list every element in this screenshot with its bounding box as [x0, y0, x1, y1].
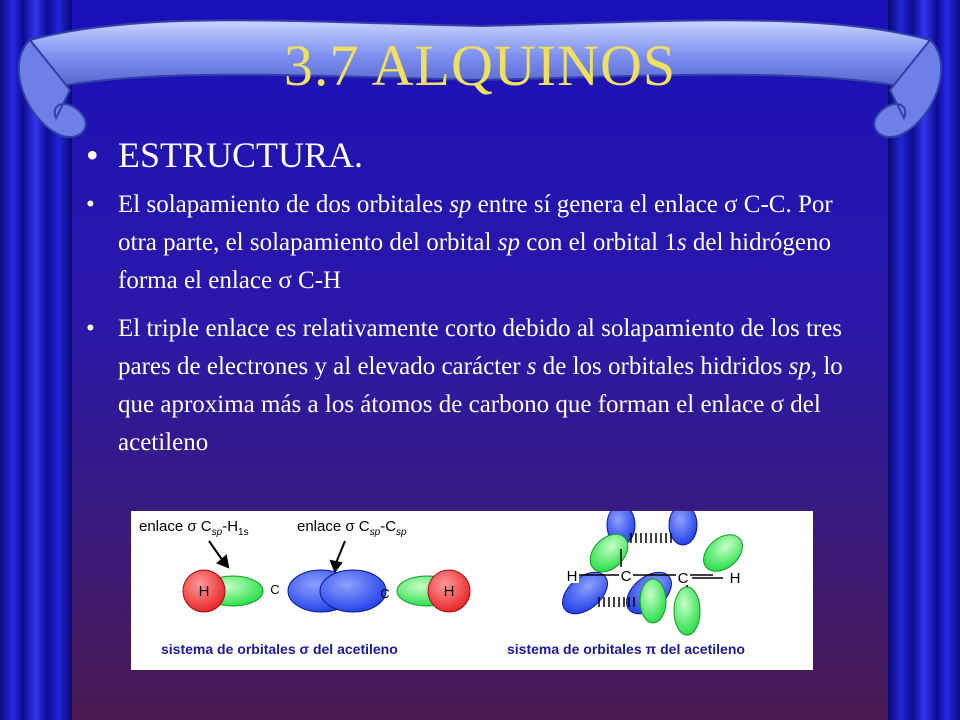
bullet-estructura [84, 134, 864, 176]
bullet-triple-enlace [84, 310, 864, 462]
arrow-icon [331, 541, 345, 571]
atom-h-right: H [443, 583, 455, 600]
atom-c-right: C [380, 586, 390, 601]
bullet3-text-3: , lo que aproxima más a los átomos de carbono que forman el enlace σ del acetileno [118, 353, 843, 456]
pi-atom-h-right: H [729, 570, 741, 587]
bullet2-text-4: del hidrógeno forma el enlace σ C-H [118, 229, 832, 294]
arrow-icon [209, 541, 228, 567]
bullet-solapamiento [84, 186, 864, 300]
bullet3-italic-1: s [526, 353, 537, 380]
pi-orbital-diagram [555, 511, 750, 635]
bullet-estructura-text: ESTRUCTURA. [118, 135, 364, 175]
bullet-list [84, 134, 864, 472]
bullet3-italic-2: sp [788, 353, 811, 380]
atom-c-left: C [270, 582, 280, 597]
bullet2-italic-3: s [676, 229, 687, 256]
label-csp-csp: enlace σ $C_{sp}-C_{sp}$ [297, 518, 407, 538]
pi-atom-h-left: H [566, 568, 578, 585]
bullet3-text-2: de los orbitales hidridos [536, 353, 789, 380]
caption-pi-system: sistema de orbitales π del acetileno [507, 641, 745, 657]
bullet2-text-3: con el orbital 1 [519, 229, 677, 256]
bullet3-text-1: El triple enlace es relativamente corto debido al solapamiento de los tres pares de electrones y al elevado carácter [118, 315, 843, 380]
atom-h-left: H [198, 583, 210, 600]
pi-atom-c-left: C [620, 568, 632, 585]
bullet2-text-2: entre sí genera el enlace σ C-C. Por otra parte, el solapamiento del orbital [118, 191, 833, 256]
bullet2-italic-1: sp [449, 191, 472, 218]
blue-sp-lobe-right [320, 570, 386, 612]
bullet2-italic-2: sp [497, 229, 520, 256]
pi-atom-c-right: C [677, 570, 689, 587]
acetylene-orbital-figure [131, 511, 813, 670]
caption-sigma-system: sistema de orbitales σ del acetileno [161, 641, 398, 657]
bullet2-text-1: El solapamiento de dos orbitales [118, 191, 450, 218]
label-csp-h1s: enlace σ $C_{sp}-H_{1s}$ [139, 518, 249, 538]
slide-title: 3.7 ALQUINOS [283, 33, 677, 98]
